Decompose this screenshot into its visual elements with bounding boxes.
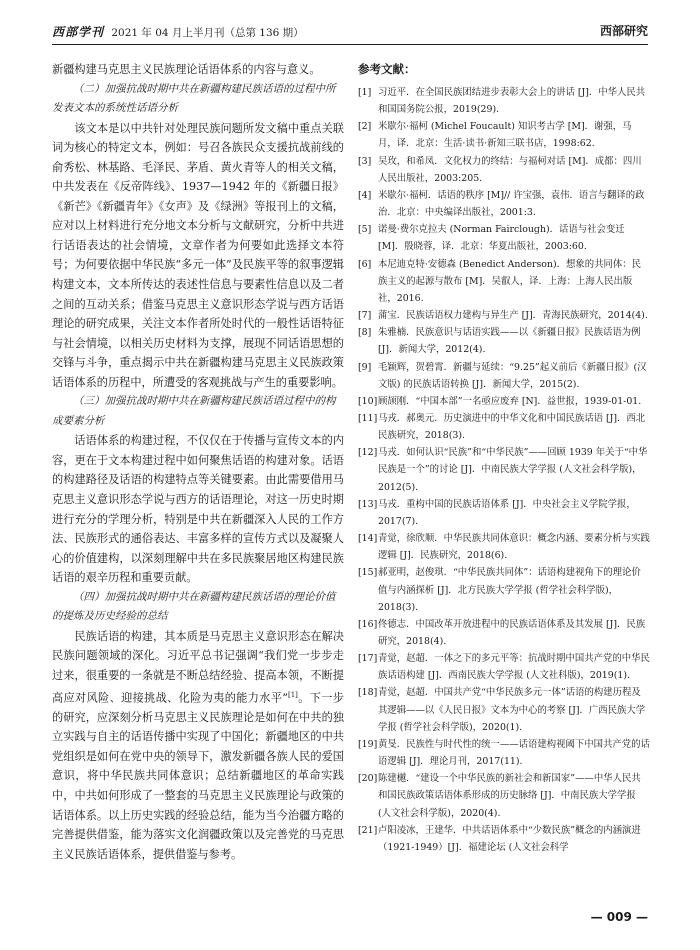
reference-text: 米歇尔·福柯．话语的秩序 [M]// 许宝强，袁伟．语言与翻译的政治．北京：中央编译出版社，2001:3. bbox=[378, 189, 645, 219]
reference-item bbox=[358, 221, 650, 255]
reference-text: 卢阳凌冰，王建华．中共话语体系中“少数民族”概念的内涵演进（1921-1949）[J]．福建论坛 (人文社会科学 bbox=[378, 824, 641, 853]
reference-text: 马戎．郝奥元．历史演进中的中华文化和中国民族话语 [J]．西北民族研究，2018(3). bbox=[378, 412, 646, 442]
citation-marker: [1] bbox=[288, 690, 298, 699]
reference-text: 郝亚明，赵俊琪．“中华民族共同体”：话语构建视角下的理论价值与内涵探析 [J]．北方民族大学学报 (哲学社会科学版)，2018(3). bbox=[378, 567, 641, 613]
reference-item bbox=[358, 410, 650, 444]
reference-item bbox=[358, 530, 650, 564]
references-list bbox=[358, 84, 650, 856]
reference-number: [1] bbox=[358, 87, 372, 98]
reference-text: 蒲宝．民族话语权力建构与异生产 [J]．青海民族研究，2014(4). bbox=[378, 310, 648, 322]
reference-item bbox=[358, 444, 650, 495]
section-subtitle-text: （二）加强抗战时期中共在新疆构建民族话语的过程中所发表文本的系统性话语分析 bbox=[52, 82, 336, 115]
reference-number: [5] bbox=[358, 224, 372, 236]
reference-number: [4] bbox=[358, 189, 372, 201]
reference-item bbox=[358, 736, 650, 770]
reference-number: [11] bbox=[358, 412, 378, 424]
reference-number: [6] bbox=[358, 258, 372, 270]
section-subtitle bbox=[52, 588, 344, 627]
body-paragraph: 民族话语的构建，其本质是马克思主义意识形态在解决民族问题领域的深化。习近平总书记强调“我们党一步步走过来，很重要的一条就是不断总结经验、提高本领，不断提高应对风险、迎接挑战、化险为夷的能力水平”[1]。下一步的研究，应深刻分析马克思主义民族理论是如何在中共的独立实践与自主的话语传播中实现了中国化；新疆地区的中共党组织是如何在党中央的领导下，激发新疆各族人民的爱国意识，将中华民族共同体意识；总结新疆地区的革命实践中，中共如何形成了一整套的马克思主义民族理论与政策的话语体系。以上历史实践的经验总结，能为当今治疆方略的完善提供借鉴，能为落实文化润疆政策以及完善党的马克思主义民族话语体系，提供借鉴与参考。 bbox=[52, 629, 344, 861]
reference-text: 米歇尔·福柯 (Michel Foucault) 知识考古学 [M]．谢强，马月，译．北京：生活·读书·新知三联书店，1998:62. bbox=[378, 121, 632, 150]
reference-number: [14] bbox=[358, 533, 378, 545]
reference-item bbox=[358, 496, 650, 530]
reference-item bbox=[358, 84, 650, 118]
reference-text: 青觉，赵超．中国共产党“中华民族多元一体”话语的构建历程及其逻辑——以《人民日报》文本为中心的考察 [J]．广西民族大学学报 (哲学社会科学版)，2020(1). bbox=[378, 687, 646, 733]
reference-text: 吴玫，和希凤．文化权力的终结：与福柯对话 [M]．成都：四川人民出版社，2003:205. bbox=[378, 155, 642, 184]
journal-logo: 西部学刊 bbox=[52, 25, 105, 39]
section-subtitle-text: （四）加强抗战时期中共在新疆构建民族话语的理论价值的提炼及历史经验的总结 bbox=[52, 590, 336, 623]
reference-text: 朱雅楠．民族意识与话语实践——以《新疆日报》民族话语为例 [J]．新闻大学，2012(4). bbox=[378, 327, 641, 356]
reference-text: 本尼迪克特·安德森 (Benedict Anderson)．想象的共同体：民族主义的起源与散布 [M]．吴叡人，译．上海：上海人民出版社，2016. bbox=[378, 258, 642, 304]
reference-item bbox=[358, 393, 650, 410]
reference-text: 马戎．重构中国的民族话语体系 [J]．中央社会主义学院学报，2017(7). bbox=[378, 498, 636, 527]
reference-number: [8] bbox=[358, 327, 372, 339]
section-subtitle bbox=[52, 392, 344, 431]
reference-number: [19] bbox=[358, 738, 378, 750]
reference-text: 习近平．在全国民族团结进步表彰大会上的讲话 [J]．中华人民共和国国务院公报，2019(29). bbox=[378, 87, 646, 116]
reference-number: [3] bbox=[358, 155, 372, 167]
header-left bbox=[52, 23, 304, 40]
reference-item bbox=[358, 564, 650, 615]
reference-text: 青觉，徐欣顺．中华民族共同体意识：概念内涵、要素分析与实践逻辑 [J]．民族研究，2018(6). bbox=[378, 533, 650, 562]
body-paragraph: 新疆构建马克思主义民族理论话语体系的内容与意义。 bbox=[52, 63, 321, 76]
reference-item bbox=[358, 616, 650, 650]
reference-number: [7] bbox=[358, 310, 372, 322]
section-subtitle-text: （三）加强抗战时期中共在新疆构建民族话语过程中的构成要素分析 bbox=[52, 395, 336, 427]
reference-number: [10] bbox=[358, 395, 378, 407]
reference-number: [21] bbox=[358, 824, 378, 836]
section-subtitle bbox=[52, 80, 344, 119]
reference-text: 佟德志．中国改革开放进程中的民族话语体系及其发展 [J]．民族研究，2018(4). bbox=[378, 618, 646, 647]
reference-number: [20] bbox=[358, 773, 378, 785]
reference-item bbox=[358, 153, 650, 187]
reference-item bbox=[358, 359, 650, 393]
reference-item bbox=[358, 256, 650, 307]
reference-item bbox=[358, 822, 650, 856]
page-header bbox=[52, 20, 648, 45]
reference-text: 陈建樾．“建设一个中华民族的新社会和新国家”——中华人民共和国民族政策话语体系形成的历史脉络 [J]．中南民族大学学报 (人文社会科学版)，2020(4). bbox=[378, 773, 641, 819]
reference-number: [12] bbox=[358, 447, 378, 459]
reference-item bbox=[358, 118, 650, 152]
reference-item bbox=[358, 187, 650, 221]
reference-number: [15] bbox=[358, 567, 378, 579]
reference-text: 黄旻．民族性与时代性的统一——话语建构视阈下中国共产党的话语逻辑 [J]．理论月刊，2017(11). bbox=[378, 738, 650, 768]
reference-text: 诺曼·费尔克拉夫 (Norman Fairclough)．话语与社会变迁 [M]．殷晓蓉，译．北京：华夏出版社，2003:60. bbox=[378, 224, 625, 253]
section-name: 西部研究 bbox=[599, 24, 648, 38]
reference-item bbox=[358, 770, 650, 821]
reference-item bbox=[358, 684, 650, 735]
reference-number: [13] bbox=[358, 498, 378, 510]
right-column bbox=[358, 60, 650, 856]
reference-item bbox=[358, 307, 650, 324]
reference-text: 毛颖辉，贺碧霄．新疆与延续：“9.25”起义前后《新疆日报》(汉文版) 的民族话语转换 [J]．新闻大学，2015(2). bbox=[378, 361, 647, 390]
reference-item bbox=[358, 324, 650, 358]
references-heading: 参考文献： bbox=[358, 62, 416, 76]
body-paragraph: 该文本是以中共针对处理民族问题所发文稿中重点关联词为核心的特定文本，例如：号召各族民众支援抗战前线的俞秀松、林基路、毛泽民、茅盾、黄火青等人的相关文稿，中共发表在《反帝阵线》、1937—1942 年的《新疆日报》《新芒》《新疆青年》《女声》及《绿洲》等报刊上的文稿，应对以上材料进行充分地文本分析与文献研究，分析中共进行话语表达的社会情境，文章作者为何要如此选择文本符号；为何要依据中华民族“多元一体”及民族平等的叙事逻辑构建文本，文本所传达的表述性信息与要素性信息以及二者之间的互动关系；借鉴马克思主义意识形态学说与西方话语理论的研究成果，关注文本作者所处时代的一般性话语特征与社会情境，以相关历史材料为支撑，展现不同话语思想的交锋与斗争，重点揭示中共在新疆构建马克思主义民族政策话语体系的历程中，所遭受的客观挑战与产生的重要影响。 bbox=[52, 121, 344, 389]
reference-number: [17] bbox=[358, 653, 378, 665]
reference-text: 青觉，赵超．一体之下的多元平等：抗战时期中国共产党的中华民族话语构建 [J]．西南民族大学学报 (人文社科版)，2019(1). bbox=[378, 653, 650, 682]
reference-number: [16] bbox=[358, 618, 378, 630]
reference-item bbox=[358, 650, 650, 684]
issue-info: 2021 年 04 月上半月刊（总第 136 期） bbox=[111, 27, 304, 39]
reference-text: 顾颉刚．“中国本部”一名亟应废弃 [N]．益世报，1939-01-01. bbox=[378, 395, 642, 407]
reference-number: [2] bbox=[358, 121, 372, 133]
reference-number: [9] bbox=[358, 361, 372, 373]
page-number: — 009 — bbox=[590, 910, 648, 924]
left-column bbox=[52, 60, 344, 864]
reference-number: [18] bbox=[358, 687, 378, 699]
reference-text: 马戎．如何认识“民族”和“中华民族”——回顾 1939 年关于“中华民族是一个”的讨论 [J]．中南民族大学学报 (人文社会科学版)，2012(5). bbox=[378, 447, 648, 493]
body-paragraph: 话语体系的构建过程，不仅仅在于传播与宣传文本的内容，更在于文本构建过程中如何聚焦话语的构建对象。话语的构建路径及话语的构建特点等关键要素。由此需要借用马克思主义意识形态学说与西方的话语理论，对这一历史时期进行充分的学理分析，特别是中共在新疆深入人民的工作方法、民族形式的通俗表达、丰富多样的宣传方式以及凝聚人心的价值建构，以深刻理解中共在多民族聚居地区构建民族话语的艰辛历程和重要贡献。 bbox=[52, 434, 344, 585]
